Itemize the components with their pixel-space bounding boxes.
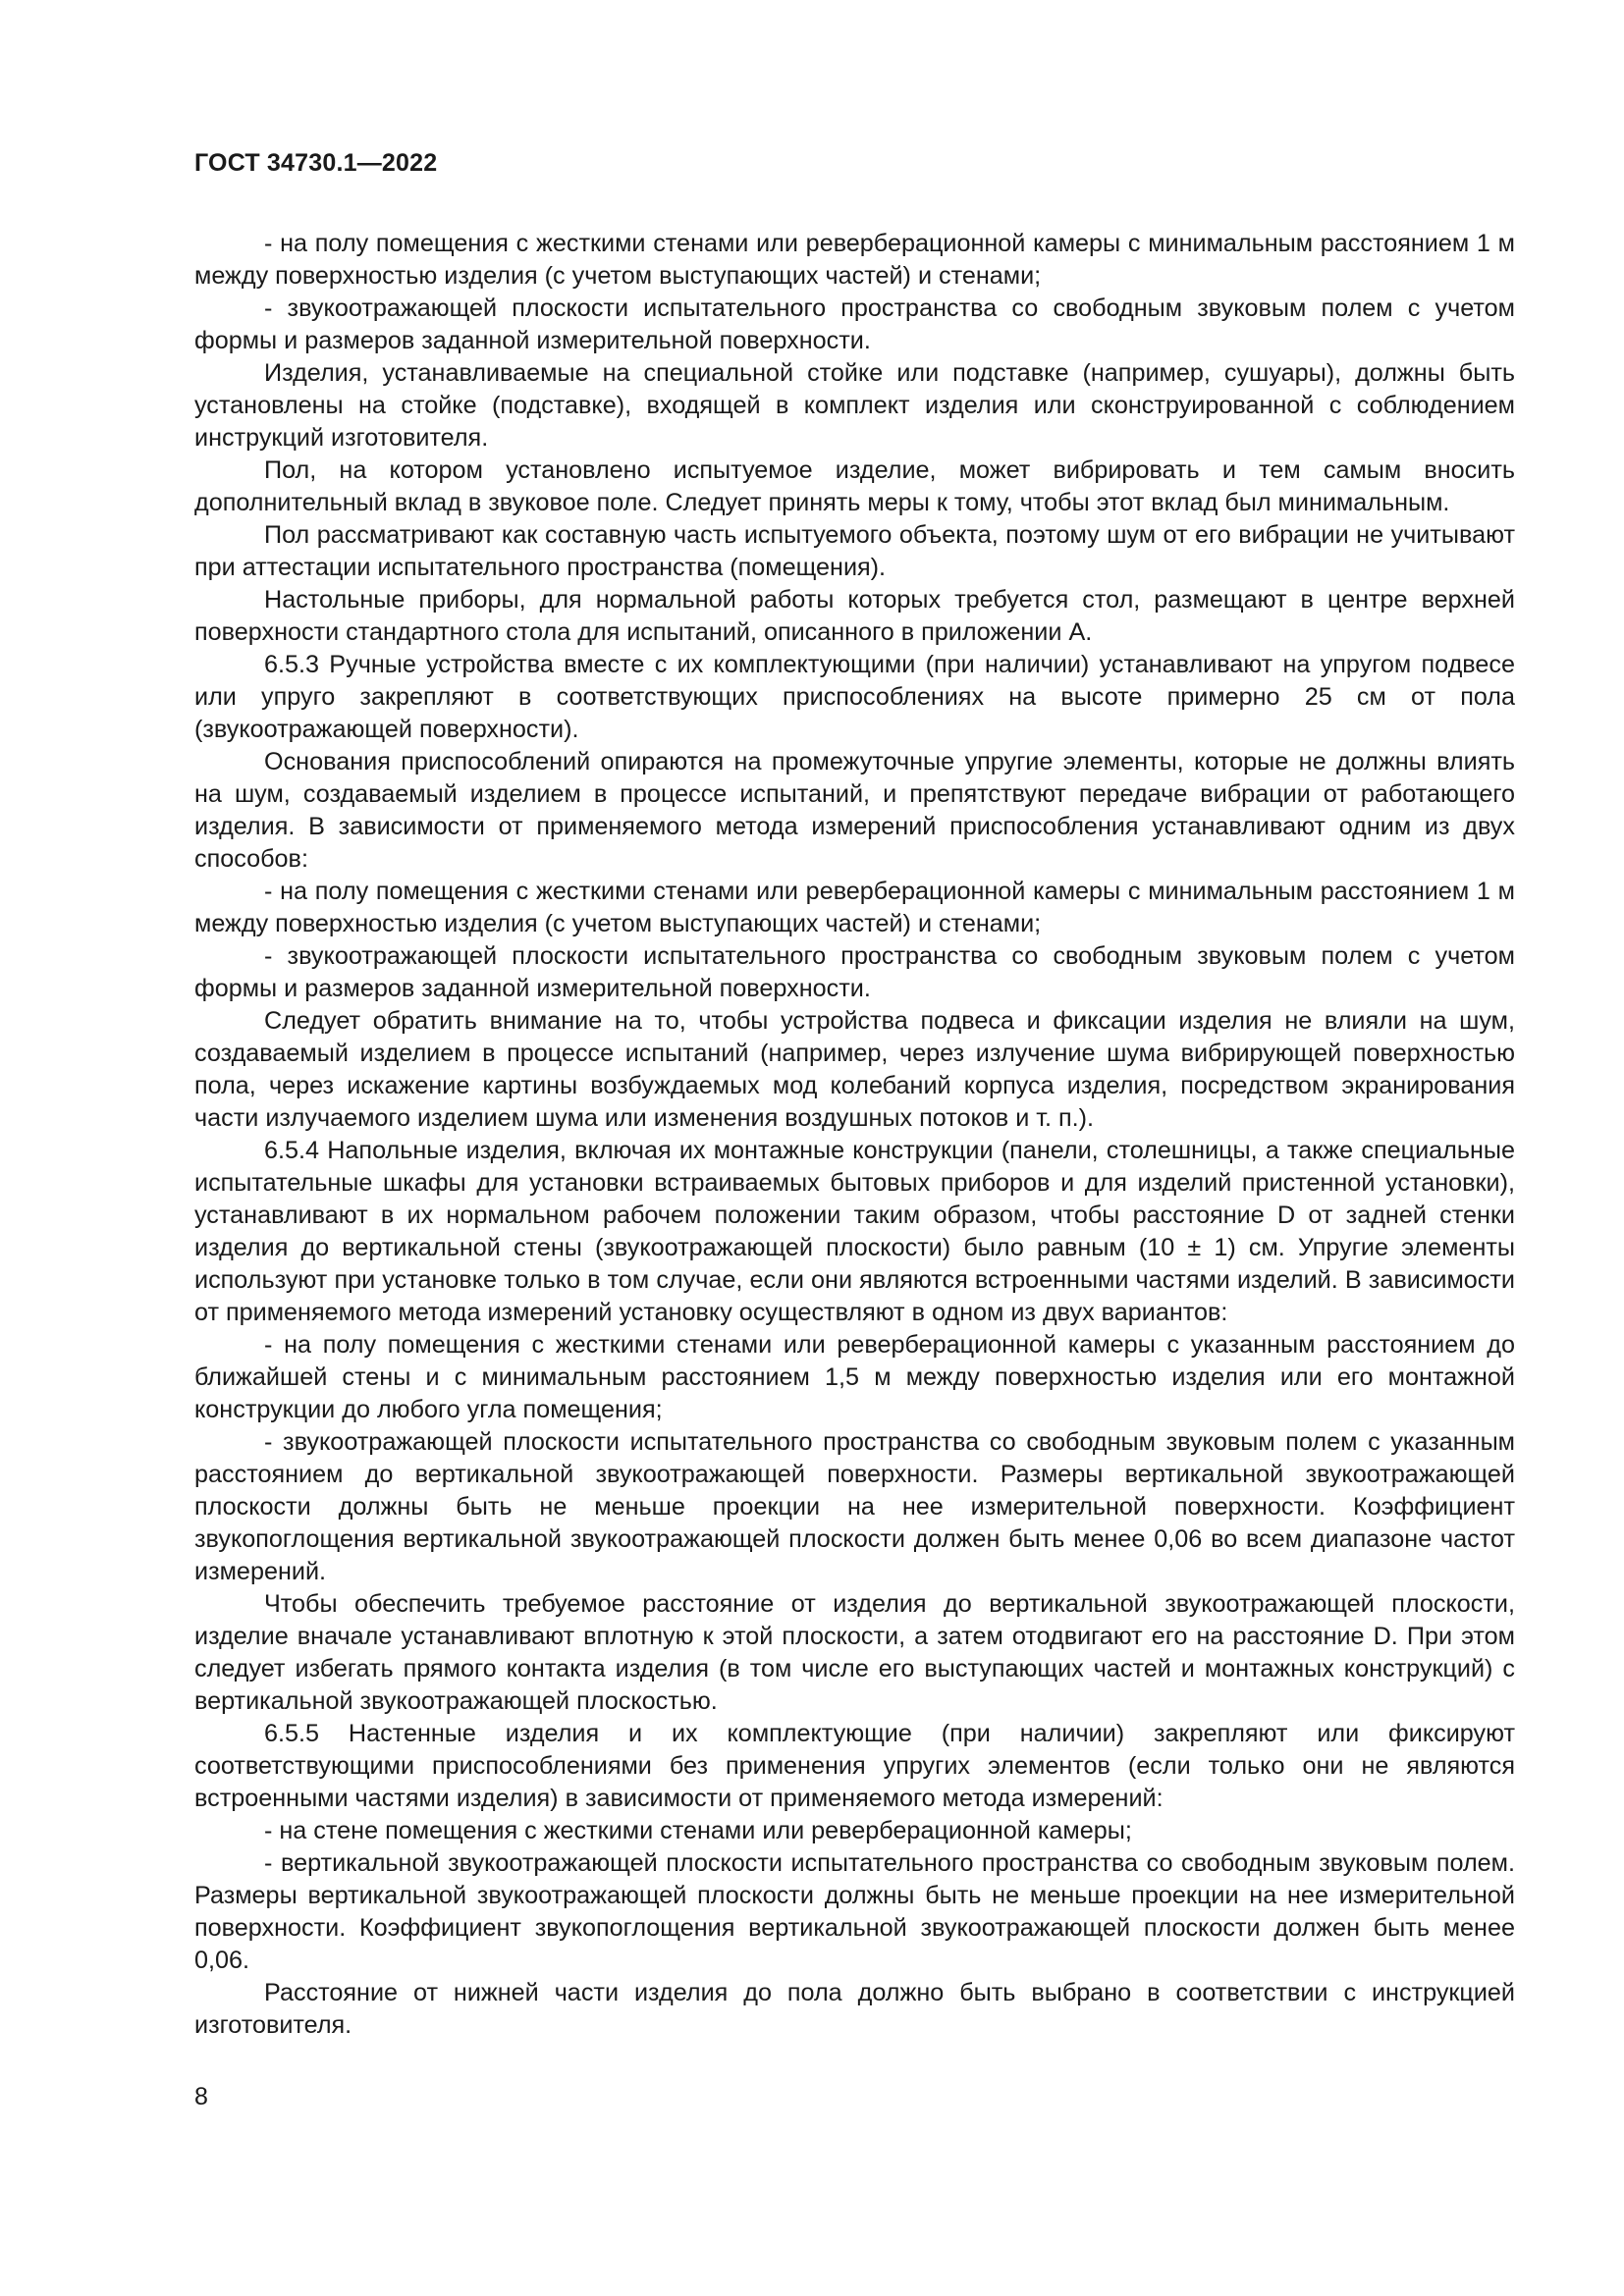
paragraph: 6.5.5 Настенные изделия и их комплектующие (при наличии) закрепляют или фиксируют соответствующими приспособлениями без применения упругих элементов (если только они не являются встроенными частями изделия) в зависимости от применяемого метода измерений: (194, 1720, 1515, 1812)
paragraph: Основания приспособлений опираются на промежуточные упругие элементы, которые не должны влиять на шум, создаваемый изделием в процессе испытаний, и препятствуют передаче вибрации от работающего изделия. В зависимости от применяемого метода измерений приспособления устанавливают одним из двух способов: (194, 748, 1515, 873)
paragraph: 6.5.4 Напольные изделия, включая их монтажные конструкции (панели, столешницы, а также специальные испытательные шкафы для установки встраиваемых бытовых приборов и для изделий пристенной установки), устанавливают в их нормальном рабочем положении таким образом, чтобы расстояние D от задней стенки изделия до вертикальной стены (звукоотражающей плоскости) было равным (10 ± 1) см. Упругие элементы используют при установке только в том случае, если они являются встроенными частями изделий. В зависимости от применяемого метода измерений установку осуществляют в одном из двух вариантов: (194, 1137, 1515, 1326)
paragraph: - звукоотражающей плоскости испытательного пространства со свободным звуковым полем с учетом формы и размеров заданной измерительной поверхности. (194, 294, 1515, 354)
paragraph: Пол рассматривают как составную часть испытуемого объекта, поэтому шум от его вибрации не учитывают при аттестации испытательного пространства (помещения). (194, 521, 1515, 581)
paragraph: Пол, на котором установлено испытуемое изделие, может вибрировать и тем самым вносить дополнительный вклад в звуковое поле. Следует принять меры к тому, чтобы этот вклад был минимальным. (194, 456, 1515, 516)
paragraph: - вертикальной звукоотражающей плоскости испытательного пространства со свободным звуковым полем. Размеры вертикальной звукоотражающей плоскости должны быть не меньше проекции на нее измерительной поверхности. Коэффициент звукопоглощения вертикальной звукоотражающей плоскости должен быть менее 0,06. (194, 1849, 1515, 1974)
paragraph: 6.5.3 Ручные устройства вместе с их комплектующими (при наличии) устанавливают на упругом подвесе или упруго закрепляют в соответствующих приспособлениях на высоте примерно 25 см от пола (звукоотражающей поверхности). (194, 651, 1515, 743)
paragraph: Следует обратить внимание на то, чтобы устройства подвеса и фиксации изделия не влияли на шум, создаваемый изделием в процессе испытаний (например, через излучение шума вибрирующей поверхностью пола, через искажение картины возбуждаемых мод колебаний корпуса изделия, посредством экранирования части излучаемого изделием шума или изменения воздушных потоков и т. п.). (194, 1007, 1515, 1132)
paragraph: - на полу помещения с жесткими стенами или реверберационной камеры с минимальным расстоянием 1 м между поверхностью изделия (с учетом выступающих частей) и стенами; (194, 230, 1515, 290)
paragraph: - на стене помещения с жесткими стенами или реверберационной камеры; (264, 1817, 1132, 1844)
paragraph: Настольные приборы, для нормальной работы которых требуется стол, размещают в центре верхней поверхности стандартного стола для испытаний, описанного в приложении А. (194, 586, 1515, 646)
paragraph: Расстояние от нижней части изделия до пола должно быть выбрано в соответствии с инструкцией изготовителя. (194, 1979, 1515, 2039)
paragraph: - на полу помещения с жесткими стенами или реверберационной камеры с минимальным расстоянием 1 м между поверхностью изделия (с учетом выступающих частей) и стенами; (194, 878, 1515, 937)
page-number: 8 (194, 2083, 208, 2110)
standard-header: ГОСТ 34730.1—2022 (194, 149, 438, 177)
body-text (194, 228, 1515, 2042)
paragraph: Изделия, устанавливаемые на специальной стойке или подставке (например, сушуары), должны быть установлены на стойке (подставке), входящей в комплект изделия или сконструированной с соблюдением инструкций изготовителя. (194, 359, 1515, 452)
paragraph: - звукоотражающей плоскости испытательного пространства со свободным звуковым полем с указанным расстоянием до вертикальной звукоотражающей поверхности. Размеры вертикальной звукоотражающей плоскости должны быть не меньше проекции на нее измерительной поверхности. Коэффициент звукопоглощения вертикальной звукоотражающей плоскости должен быть менее 0,06 во всем диапазоне частот измерений. (194, 1428, 1515, 1585)
paragraph: - на полу помещения с жесткими стенами или реверберационной камеры с указанным расстоянием до ближайшей стены и с минимальным расстоянием 1,5 м между поверхностью изделия или его монтажной конструкции до любого угла помещения; (194, 1331, 1515, 1423)
paragraph: - звукоотражающей плоскости испытательного пространства со свободным звуковым полем с учетом формы и размеров заданной измерительной поверхности. (194, 942, 1515, 1002)
paragraph: Чтобы обеспечить требуемое расстояние от изделия до вертикальной звукоотражающей плоскости, изделие вначале устанавливают вплотную к этой плоскости, а затем отодвигают его на расстояние D. При этом следует избегать прямого контакта изделия (в том числе его выступающих частей и монтажных конструкций) с вертикальной звукоотражающей плоскостью. (194, 1590, 1515, 1715)
